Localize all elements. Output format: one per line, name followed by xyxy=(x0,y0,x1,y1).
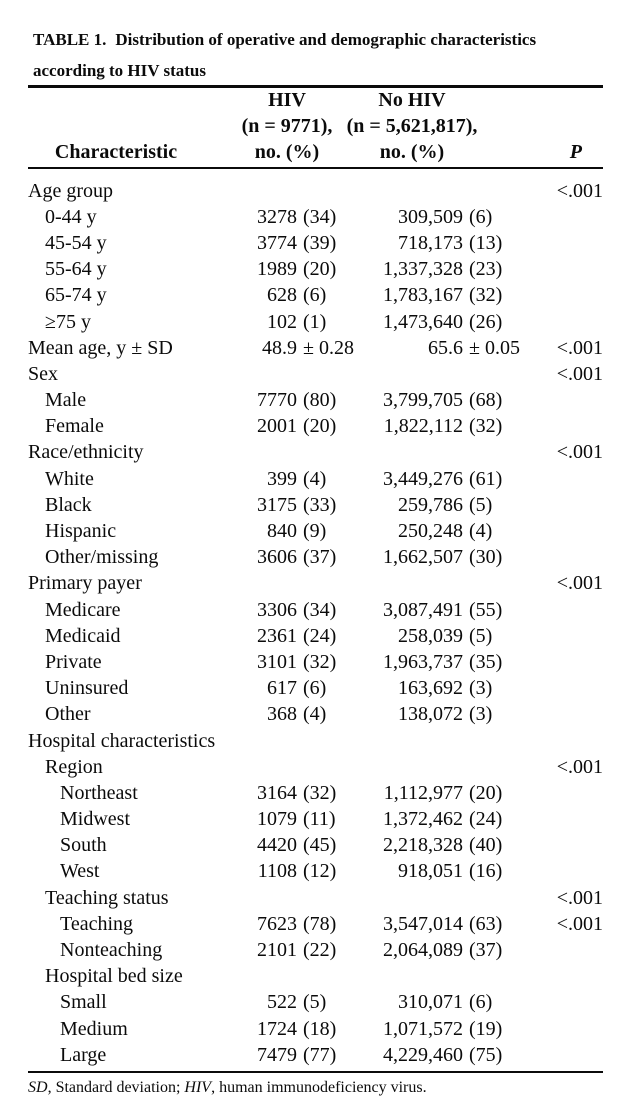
p-value: <.001 xyxy=(556,362,603,385)
row-label: 65-74 y xyxy=(45,284,107,307)
row-label: Male xyxy=(45,389,87,412)
hiv-percent: (6) xyxy=(303,284,327,307)
nohiv-percent: (26) xyxy=(469,310,503,333)
hiv-percent: (24) xyxy=(303,624,337,647)
nohiv-count: 163,692 xyxy=(398,677,463,700)
hiv-count: 7623 xyxy=(257,912,297,935)
p-value: <.001 xyxy=(556,755,603,778)
row-label: Age group xyxy=(28,179,113,202)
nohiv-count: 3,449,276 xyxy=(383,467,463,490)
nohiv-percent: (32) xyxy=(469,415,503,438)
nohiv-percent: (5) xyxy=(469,493,493,516)
nohiv-percent: (3) xyxy=(469,677,493,700)
table-row xyxy=(28,702,603,728)
row-label: ≥75 y xyxy=(45,310,91,333)
nohiv-count: 309,509 xyxy=(398,205,463,228)
nohiv-percent: (16) xyxy=(469,860,503,883)
row-label: Medicaid xyxy=(45,624,121,647)
nohiv-percent: ± 0.05 xyxy=(469,336,520,359)
table-number-label: TABLE 1. xyxy=(33,30,107,49)
hiv-percent: (4) xyxy=(303,467,327,490)
nohiv-percent: (6) xyxy=(469,205,493,228)
table-row xyxy=(28,440,603,466)
hiv-count: 2101 xyxy=(257,939,297,962)
nohiv-percent: (20) xyxy=(469,781,503,804)
row-label: 45-54 y xyxy=(45,231,107,254)
hiv-count: 7770 xyxy=(257,389,297,412)
nohiv-percent: (61) xyxy=(469,467,503,490)
row-label: Primary payer xyxy=(28,572,142,595)
p-value: <.001 xyxy=(556,886,603,909)
row-label: Large xyxy=(60,1043,107,1066)
nohiv-count: 310,071 xyxy=(398,991,463,1014)
nohiv-percent: (32) xyxy=(469,284,503,307)
p-value: <.001 xyxy=(556,336,603,359)
header-rule xyxy=(28,167,603,169)
table-row xyxy=(28,649,603,675)
nohiv-count: 258,039 xyxy=(398,624,463,647)
table-row xyxy=(28,492,603,518)
hiv-count: 3774 xyxy=(257,231,297,254)
nohiv-count: 65.6 xyxy=(428,336,463,359)
nohiv-count: 718,173 xyxy=(398,231,463,254)
row-label: Hispanic xyxy=(45,520,117,543)
hiv-count: 3164 xyxy=(257,781,297,804)
footnote-text: , Standard deviation; xyxy=(47,1079,185,1096)
hiv-percent: (37) xyxy=(303,546,337,569)
hiv-percent: (22) xyxy=(303,939,337,962)
hiv-percent: (32) xyxy=(303,650,337,673)
nohiv-percent: (24) xyxy=(469,808,503,831)
table-row xyxy=(28,990,603,1016)
footnote-abbreviation: HIV xyxy=(184,1079,212,1096)
nohiv-percent: (19) xyxy=(469,1017,503,1040)
hiv-count: 3606 xyxy=(257,546,297,569)
hiv-percent: (6) xyxy=(303,677,327,700)
nohiv-count: 1,963,737 xyxy=(383,650,463,673)
table-row xyxy=(28,676,603,702)
hiv-header-line1: HIV xyxy=(268,89,306,111)
hiv-percent: (77) xyxy=(303,1043,337,1066)
table-row xyxy=(28,597,603,623)
nohiv-count: 250,248 xyxy=(398,520,463,543)
hiv-percent: (20) xyxy=(303,415,337,438)
nohiv-count: 1,822,112 xyxy=(383,415,463,438)
hiv-count: 368 xyxy=(267,703,297,726)
nohiv-header-line1: No HIV xyxy=(378,89,446,111)
table-caption-text: Distribution of operative and demographic characteristics xyxy=(115,30,537,49)
p-value: <.001 xyxy=(556,441,603,464)
nohiv-percent: (23) xyxy=(469,258,503,281)
nohiv-percent: (35) xyxy=(469,650,503,673)
nohiv-count: 2,218,328 xyxy=(383,834,463,857)
row-label: West xyxy=(60,860,100,883)
table-row xyxy=(28,335,603,361)
table-row xyxy=(28,1016,603,1042)
table-row xyxy=(28,178,603,204)
hiv-percent: ± 0.28 xyxy=(303,336,354,359)
hiv-count: 1079 xyxy=(257,808,297,831)
table-row xyxy=(28,257,603,283)
hiv-count: 1989 xyxy=(257,258,297,281)
nohiv-count: 138,072 xyxy=(398,703,463,726)
hiv-percent: (32) xyxy=(303,781,337,804)
hiv-percent: (39) xyxy=(303,231,337,254)
hiv-count: 7479 xyxy=(257,1043,297,1066)
nohiv-count: 2,064,089 xyxy=(383,939,463,962)
table-row xyxy=(28,911,603,937)
nohiv-count: 259,786 xyxy=(398,493,463,516)
row-label: Private xyxy=(45,650,102,673)
table-column-headers xyxy=(28,88,603,167)
table-row xyxy=(28,780,603,806)
row-label: Nonteaching xyxy=(60,939,163,962)
p-value-header: P xyxy=(569,141,582,163)
table-row xyxy=(28,466,603,492)
hiv-count: 2001 xyxy=(257,415,297,438)
table-caption-line2: according to HIV status xyxy=(33,61,206,80)
table-row xyxy=(28,833,603,859)
table-row xyxy=(28,518,603,544)
hiv-count: 3101 xyxy=(257,650,297,673)
characteristic-header: Characteristic xyxy=(54,141,178,163)
table-row xyxy=(28,728,603,754)
hiv-percent: (33) xyxy=(303,493,337,516)
nohiv-count: 1,372,462 xyxy=(383,808,463,831)
hiv-count: 1724 xyxy=(257,1017,297,1040)
row-label: Medium xyxy=(60,1017,128,1040)
hiv-percent: (80) xyxy=(303,389,337,412)
nohiv-percent: (68) xyxy=(469,389,503,412)
hiv-count: 522 xyxy=(267,991,297,1014)
nohiv-percent: (40) xyxy=(469,834,503,857)
hiv-count: 628 xyxy=(267,284,297,307)
row-label: Region xyxy=(45,755,103,778)
nohiv-count: 1,473,640 xyxy=(383,310,463,333)
hiv-percent: (78) xyxy=(303,912,337,935)
table-row xyxy=(28,204,603,230)
hiv-percent: (11) xyxy=(303,808,336,831)
hiv-count: 617 xyxy=(267,677,297,700)
row-label: Midwest xyxy=(60,808,130,831)
nohiv-percent: (13) xyxy=(469,231,503,254)
table-caption xyxy=(33,24,536,86)
row-label: Hospital characteristics xyxy=(28,729,216,752)
row-label: Uninsured xyxy=(45,677,129,700)
table-row xyxy=(28,361,603,387)
nohiv-percent: (37) xyxy=(469,939,503,962)
nohiv-percent: (55) xyxy=(469,598,503,621)
table-row xyxy=(28,571,603,597)
hiv-percent: (1) xyxy=(303,310,327,333)
nohiv-percent: (75) xyxy=(469,1043,503,1066)
hiv-count: 2361 xyxy=(257,624,297,647)
hiv-percent: (20) xyxy=(303,258,337,281)
nohiv-count: 1,662,507 xyxy=(383,546,463,569)
row-label: Black xyxy=(45,493,92,516)
row-label: Teaching xyxy=(60,912,134,935)
hiv-percent: (5) xyxy=(303,991,327,1014)
row-label: Small xyxy=(60,991,107,1014)
hiv-count: 3306 xyxy=(257,598,297,621)
hiv-percent: (45) xyxy=(303,834,337,857)
table-row xyxy=(28,885,603,911)
hiv-percent: (34) xyxy=(303,205,337,228)
row-label: Race/ethnicity xyxy=(28,441,144,464)
table-row xyxy=(28,309,603,335)
hiv-percent: (34) xyxy=(303,598,337,621)
nohiv-count: 3,799,705 xyxy=(383,389,463,412)
nohiv-percent: (4) xyxy=(469,520,493,543)
hiv-count: 3175 xyxy=(257,493,297,516)
row-label: White xyxy=(45,467,94,490)
row-label: Other xyxy=(45,703,91,726)
nohiv-percent: (63) xyxy=(469,912,503,935)
nohiv-percent: (5) xyxy=(469,624,493,647)
hiv-count: 399 xyxy=(267,467,297,490)
row-label: Mean age, y ± SD xyxy=(28,336,173,359)
hiv-count: 840 xyxy=(267,520,297,543)
table-caption-line1 xyxy=(33,24,536,55)
hiv-count: 48.9 xyxy=(262,336,297,359)
nohiv-percent: (30) xyxy=(469,546,503,569)
nohiv-count: 1,337,328 xyxy=(383,258,463,281)
table-footnote xyxy=(28,1077,427,1099)
row-label: Other/missing xyxy=(45,546,159,569)
table-row xyxy=(28,230,603,256)
hiv-percent: (12) xyxy=(303,860,337,883)
row-label: 55-64 y xyxy=(45,258,107,281)
table-row xyxy=(28,859,603,885)
table-row xyxy=(28,545,603,571)
hiv-count: 3278 xyxy=(257,205,297,228)
row-label: Hospital bed size xyxy=(45,965,183,988)
nohiv-count: 1,071,572 xyxy=(383,1017,463,1040)
hiv-percent: (4) xyxy=(303,703,327,726)
nohiv-header-line3: no. (%) xyxy=(379,141,445,163)
nohiv-count: 1,783,167 xyxy=(383,284,463,307)
nohiv-header-line2: (n = 5,621,817), xyxy=(346,115,478,137)
nohiv-count: 3,087,491 xyxy=(383,598,463,621)
nohiv-percent: (3) xyxy=(469,703,493,726)
table-row xyxy=(28,1042,603,1068)
p-value: <.001 xyxy=(556,912,603,935)
journal-table-figure xyxy=(28,0,603,1107)
table-row xyxy=(28,964,603,990)
hiv-header-line3: no. (%) xyxy=(254,141,320,163)
table-body xyxy=(28,178,603,1068)
hiv-count: 102 xyxy=(267,310,297,333)
hiv-percent: (9) xyxy=(303,520,327,543)
footnote-abbreviation: SD xyxy=(28,1079,48,1096)
hiv-percent: (18) xyxy=(303,1017,337,1040)
table-row xyxy=(28,623,603,649)
nohiv-count: 4,229,460 xyxy=(383,1043,463,1066)
table-row xyxy=(28,807,603,833)
footnote-text: , human immunodeficiency virus. xyxy=(211,1079,427,1096)
p-value: <.001 xyxy=(556,179,603,202)
p-value: <.001 xyxy=(556,572,603,595)
nohiv-count: 3,547,014 xyxy=(383,912,463,935)
hiv-count: 4420 xyxy=(257,834,297,857)
nohiv-count: 1,112,977 xyxy=(383,781,463,804)
row-label: South xyxy=(60,834,107,857)
hiv-header-line2: (n = 9771), xyxy=(241,115,333,137)
hiv-count: 1108 xyxy=(257,860,297,883)
table-row xyxy=(28,388,603,414)
row-label: Northeast xyxy=(60,781,138,804)
row-label: Teaching status xyxy=(45,886,169,909)
table-row xyxy=(28,937,603,963)
bottom-rule xyxy=(28,1071,603,1073)
row-label: Sex xyxy=(28,362,58,385)
row-label: 0-44 y xyxy=(45,205,97,228)
nohiv-count: 918,051 xyxy=(398,860,463,883)
row-label: Medicare xyxy=(45,598,121,621)
table-row xyxy=(28,754,603,780)
row-label: Female xyxy=(45,415,104,438)
table-row xyxy=(28,414,603,440)
nohiv-percent: (6) xyxy=(469,991,493,1014)
table-row xyxy=(28,283,603,309)
